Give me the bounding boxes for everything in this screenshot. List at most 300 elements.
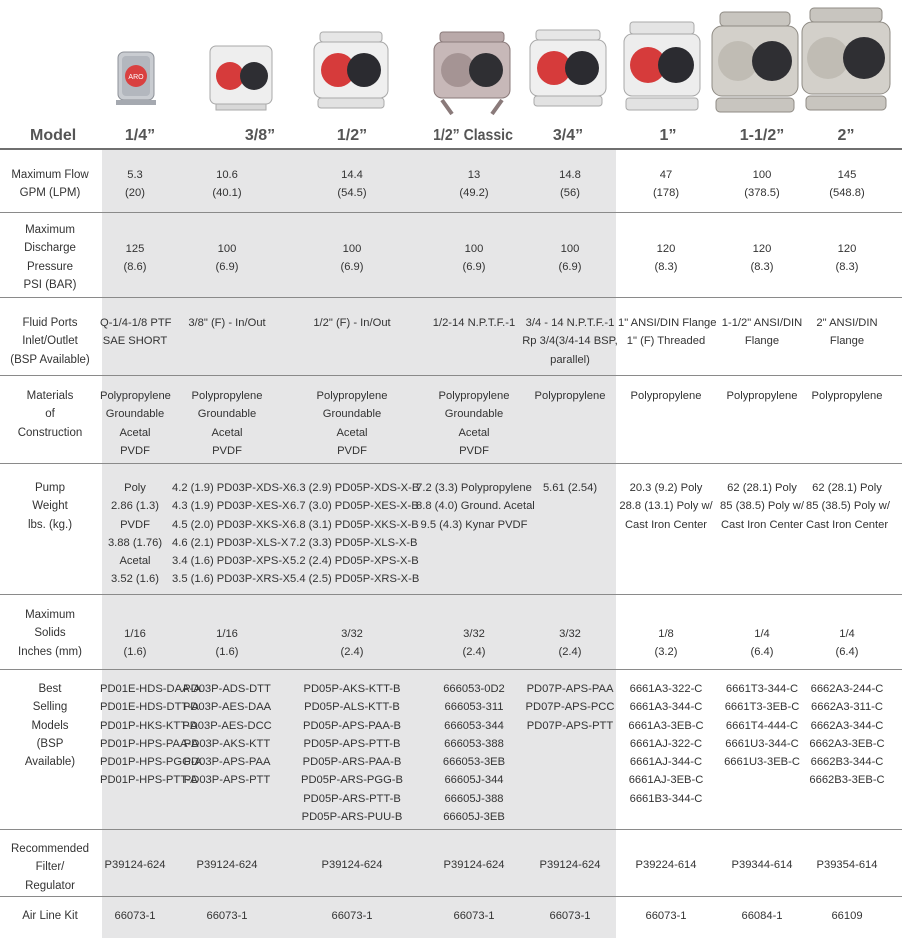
cell-models-col5	[520, 680, 620, 735]
cell-models-col3	[290, 680, 414, 826]
row-label-line: GPM (LPM)	[19, 187, 81, 200]
cell-line: (1.6)	[215, 646, 239, 659]
cell-flow-col8	[806, 166, 888, 203]
row-divider	[0, 297, 902, 298]
row-label-line: PSI (BAR)	[23, 278, 77, 291]
cell-airline-col8	[806, 907, 888, 925]
row-label-solids	[0, 606, 100, 661]
cell-line: 3.88 (1.76)	[107, 536, 163, 549]
cell-line: (2.4)	[340, 646, 364, 659]
cell-line: 8.8 (4.0) Ground. Acetal	[416, 500, 535, 513]
cell-filter-col2	[172, 856, 282, 874]
cell-line: PVDF	[459, 444, 489, 457]
cell-line: PVDF	[212, 444, 242, 457]
cell-line: 66605J-344	[444, 774, 504, 787]
svg-text:ARO: ARO	[128, 74, 144, 81]
cell-line: 7.2 (3.3) PD05P-XLS-X-B	[290, 536, 418, 549]
cell-line: Polypropylene	[191, 390, 263, 402]
column-header-1-2: 1/2”	[336, 127, 368, 144]
cell-solids-col8	[806, 625, 888, 662]
cell-line: 6.7 (3.0) PD05P-XES-X-B	[290, 500, 419, 513]
cell-line: 66073-1	[549, 910, 591, 922]
cell-models-col1	[100, 680, 202, 790]
cell-line: 666053-0D2	[443, 683, 505, 695]
cell-materials-col2	[172, 387, 282, 460]
cell-line: (8.3)	[654, 261, 678, 274]
row-label-line: (BSP Available)	[10, 353, 90, 366]
cell-line: (3.2)	[654, 646, 678, 659]
cell-line: 14.4	[341, 169, 363, 181]
pump-1-2-image	[308, 28, 394, 114]
cell-materials-col4	[416, 387, 532, 460]
cell-line: (548.8)	[829, 187, 865, 200]
cell-line: Polypropylene	[534, 390, 606, 402]
cell-line: 6662A3-311-C	[811, 701, 883, 714]
column-header-3-4: 3/4”	[552, 127, 584, 144]
cell-line: PD01P-HPS-PTT-A	[100, 774, 198, 787]
cell-line: PVDF	[120, 444, 150, 457]
cell-line: 1/2-14 N.P.T.F.-1	[432, 317, 516, 329]
row-divider	[0, 594, 902, 595]
cell-line: Acetal	[119, 426, 151, 439]
cell-line: 1/16	[124, 628, 146, 640]
cell-line: 7.2 (3.3) Polypropylene	[416, 482, 532, 494]
cell-line: 13	[467, 169, 481, 181]
cell-line: (6.4)	[750, 646, 774, 659]
row-label-line: Inches (mm)	[18, 645, 82, 658]
row-label-pressure	[0, 221, 100, 294]
cell-materials-col1	[100, 387, 170, 460]
row-divider	[0, 212, 902, 213]
cell-line: (40.1)	[212, 187, 242, 200]
cell-airline-col6	[618, 907, 714, 925]
cell-line: Cast Iron Center	[806, 518, 889, 531]
cell-line: 120	[752, 243, 772, 255]
cell-line: 1/2" (F) - In/Out	[313, 317, 391, 329]
cell-weight-col5	[520, 479, 620, 497]
column-header-2: 2”	[837, 127, 855, 144]
row-label-models	[0, 680, 100, 771]
cell-line: 120	[837, 243, 857, 255]
cell-line: PD03P-AKS-KTT	[183, 737, 271, 750]
cell-line: 1/4	[839, 628, 855, 640]
cell-line: 4.5 (2.0) PD03P-XKS-X	[172, 518, 290, 531]
cell-materials-col6	[618, 387, 714, 405]
cell-line: 6662B3-344-C	[810, 756, 884, 769]
cell-line: Groundable	[197, 408, 257, 421]
cell-airline-col1	[100, 907, 170, 925]
cell-line: 666053-3EB	[442, 756, 506, 769]
row-divider	[0, 463, 902, 464]
cell-line: PD05P-AKS-KTT-B	[303, 683, 401, 695]
cell-line: 6662A3-344-C	[810, 719, 884, 732]
cell-line: PD03P-AES-DCC	[182, 719, 272, 732]
cell-models-col2	[172, 680, 282, 790]
cell-line: 62 (28.1) Poly	[812, 482, 882, 494]
cell-line: 3/4 - 14 N.P.T.F.-1	[525, 317, 615, 329]
cell-line: Acetal	[119, 555, 151, 568]
row-label-line: Materials	[26, 390, 74, 402]
pump-1-image	[620, 18, 704, 116]
cell-line: 66084-1	[741, 910, 783, 922]
cell-line: 6.8 (3.1) PD05P-XKS-X-B	[290, 518, 419, 531]
cell-filter-col4	[416, 856, 532, 874]
row-label-line: Solids	[34, 627, 66, 640]
pump-2-image	[800, 4, 892, 116]
cell-line: (1.6)	[123, 646, 147, 659]
cell-line: 85 (38.5) Poly w/	[720, 500, 804, 513]
cell-line: Polypropylene	[438, 390, 510, 402]
cell-line: 66073-1	[206, 910, 248, 922]
cell-line: (2.4)	[462, 646, 486, 659]
cell-models-col4	[416, 680, 532, 826]
cell-line: (378.5)	[744, 187, 780, 200]
cell-ports-col2	[172, 314, 282, 332]
cell-line: Flange	[829, 335, 865, 348]
cell-line: PVDF	[337, 444, 367, 457]
cell-ports-col7	[718, 314, 806, 351]
cell-line: (8.3)	[835, 261, 859, 274]
row-label-line: (BSP	[36, 737, 64, 750]
cell-pressure-col5	[520, 240, 620, 277]
row-label-line: Available)	[24, 756, 76, 769]
cell-line: PD03P-APS-PTT	[183, 774, 271, 787]
cell-line: 66605J-388	[444, 792, 504, 805]
cell-ports-col5	[520, 314, 620, 369]
cell-flow-col5	[520, 166, 620, 203]
cell-line: (6.9)	[340, 261, 364, 274]
row-label-line: Fluid Ports	[22, 317, 78, 329]
cell-pressure-col4	[416, 240, 532, 277]
cell-airline-col2	[172, 907, 282, 925]
cell-solids-col5	[520, 625, 620, 662]
cell-line: Poly	[124, 482, 146, 494]
cell-flow-col3	[290, 166, 414, 203]
row-label-materials	[0, 387, 100, 442]
cell-line: PD07P-APS-PTT	[526, 719, 614, 732]
row-divider	[0, 896, 902, 897]
cell-line: 3/32	[463, 628, 485, 640]
cell-line: 6661A3-344-C	[629, 701, 703, 714]
cell-line: 100	[342, 243, 362, 255]
cell-line: Acetal	[336, 426, 368, 439]
cell-weight-col2	[172, 479, 291, 589]
cell-line: 6661T4-444-C	[725, 719, 799, 732]
cell-line: 14.8	[559, 169, 581, 181]
cell-line: PD07P-APS-PAA	[526, 683, 614, 695]
row-label-ports	[0, 314, 100, 369]
column-header-1-1-2: 1-1/2”	[739, 127, 785, 144]
cell-line: SAE SHORT	[102, 335, 168, 348]
cell-line: 3/8" (F) - In/Out	[188, 317, 266, 329]
row-label-line: Regulator	[25, 879, 75, 892]
cell-line: PD05P-ARS-PUU-B	[301, 811, 403, 824]
row-label-line: Construction	[17, 426, 83, 439]
cell-line: (56)	[560, 187, 580, 200]
cell-line: PVDF	[120, 518, 150, 531]
cell-weight-col3	[290, 479, 420, 589]
cell-solids-col2	[172, 625, 282, 662]
cell-line: 1/16	[216, 628, 238, 640]
cell-line: Polypropylene	[726, 390, 798, 402]
cell-line: Polypropylene	[316, 390, 388, 402]
cell-line: 4.2 (1.9) PD03P-XDS-X	[172, 482, 291, 494]
cell-line: (6.9)	[462, 261, 486, 274]
cell-line: 3.52 (1.6)	[111, 573, 159, 586]
cell-materials-col3	[290, 387, 414, 460]
cell-line: (6.4)	[835, 646, 859, 659]
cell-line: 6661T3-344-C	[725, 683, 799, 695]
cell-line: 3.5 (1.6) PD03P-XRS-X	[172, 573, 291, 586]
row-label-line: Recommended	[11, 843, 89, 855]
row-divider	[0, 669, 902, 670]
cell-line: Acetal	[211, 426, 243, 439]
cell-flow-col6	[618, 166, 714, 203]
cell-line: 6661U3-344-C	[725, 737, 799, 750]
column-header-3-8: 3/8”	[244, 127, 276, 144]
cell-line: 145	[837, 169, 857, 181]
cell-line: 10.6	[216, 169, 238, 181]
row-label-line: Best	[38, 683, 62, 695]
cell-line: 4.6 (2.1) PD03P-XLS-X	[172, 536, 289, 549]
row-divider	[0, 375, 902, 376]
row-label-line: Pressure	[26, 260, 74, 273]
cell-line: (8.6)	[123, 261, 147, 274]
cell-filter-col7	[718, 856, 806, 874]
cell-line: PD05P-APS-PTT-B	[303, 737, 401, 750]
cell-solids-col6	[618, 625, 714, 662]
cell-line: parallel)	[550, 353, 590, 366]
cell-line: 5.4 (2.5) PD05P-XRS-X-B	[290, 573, 420, 586]
cell-line: 6661AJ-3EB-C	[628, 774, 704, 787]
cell-line: P39354-614	[816, 859, 878, 871]
row-label-line: lbs. (kg.)	[27, 518, 73, 531]
cell-solids-col3	[290, 625, 414, 662]
cell-line: Groundable	[105, 408, 165, 421]
cell-line: 6.3 (2.9) PD05P-XDS-X-B	[290, 482, 420, 494]
cell-line: PD07P-APS-PCC	[525, 701, 615, 714]
pump-1-4-image	[112, 46, 160, 108]
cell-pressure-col2	[172, 240, 282, 277]
cell-flow-col1	[100, 166, 170, 203]
cell-line: 85 (38.5) Poly w/	[806, 500, 890, 513]
cell-pressure-col6	[618, 240, 714, 277]
row-label-line: Pump	[34, 482, 66, 494]
cell-line: PD05P-APS-PAA-B	[302, 719, 402, 732]
cell-flow-col7	[718, 166, 806, 203]
cell-airline-col7	[718, 907, 806, 925]
pump-1-1-2-image	[708, 8, 802, 118]
cell-line: PD03P-AES-DAA	[182, 701, 272, 714]
cell-line: 66073-1	[331, 910, 373, 922]
cell-line: (54.5)	[337, 187, 367, 200]
cell-ports-col8	[806, 314, 888, 351]
cell-weight-col6	[618, 479, 714, 534]
column-header-1-2-classic: 1/2” Classic	[433, 127, 513, 144]
cell-line: PD01P-HKS-KTT-A	[100, 719, 198, 732]
cell-line: 666053-344	[444, 719, 504, 732]
cell-line: (8.3)	[750, 261, 774, 274]
cell-line: P39124-624	[321, 859, 383, 871]
cell-filter-col3	[290, 856, 414, 874]
cell-line: PD01E-HDS-DAA-A	[100, 683, 201, 695]
cell-line: P39224-614	[635, 859, 697, 871]
cell-line: 1" ANSI/DIN Flange	[618, 317, 717, 329]
cell-line: 66605J-3EB	[443, 811, 505, 824]
cell-pressure-col7	[718, 240, 806, 277]
cell-filter-col6	[618, 856, 714, 874]
row-label-line: Weight	[32, 500, 68, 513]
cell-line: 6661U3-3EB-C	[724, 756, 800, 769]
cell-line: 6662B3-3EB-C	[809, 774, 885, 787]
cell-line: (6.9)	[215, 261, 239, 274]
cell-line: 100	[217, 243, 237, 255]
cell-line: 1/8	[658, 628, 674, 640]
cell-line: PD01P-HPS-PAA-A	[100, 737, 199, 750]
cell-models-col8	[806, 680, 888, 790]
cell-line: 100	[752, 169, 772, 181]
cell-line: 100	[464, 243, 484, 255]
cell-filter-col5	[520, 856, 620, 874]
cell-line: 2.86 (1.3)	[111, 500, 159, 513]
cell-line: (6.9)	[558, 261, 582, 274]
cell-line: 3.4 (1.6) PD03P-XPS-X	[172, 555, 290, 568]
cell-airline-col3	[290, 907, 414, 925]
cell-line: Groundable	[322, 408, 382, 421]
cell-line: Polypropylene	[100, 390, 171, 402]
cell-line: 125	[125, 243, 145, 255]
cell-line: 120	[656, 243, 676, 255]
cell-solids-col7	[718, 625, 806, 662]
cell-materials-col7	[718, 387, 806, 405]
cell-line: 5.3	[127, 169, 143, 181]
cell-pressure-col1	[100, 240, 170, 277]
cell-line: PD03P-ADS-DTT	[183, 683, 271, 695]
row-label-line: of	[45, 408, 55, 421]
cell-ports-col4	[416, 314, 532, 332]
cell-materials-col8	[806, 387, 888, 405]
cell-line: 1" (F) Threaded	[626, 335, 706, 348]
header-divider	[0, 148, 902, 150]
cell-models-col7	[718, 680, 806, 771]
cell-line: (20)	[125, 187, 145, 200]
cell-line: PD05P-ARS-PGG-B	[301, 774, 403, 787]
cell-line: Polypropylene	[811, 390, 883, 402]
cell-filter-col1	[100, 856, 170, 874]
row-divider	[0, 829, 902, 830]
cell-flow-col4	[416, 166, 532, 203]
cell-line: P39344-614	[731, 859, 793, 871]
row-label-line: Maximum	[25, 224, 75, 236]
cell-line: 6661T3-3EB-C	[724, 701, 800, 714]
pump-3-8-image	[204, 38, 278, 114]
cell-line: PD05P-ALS-KTT-B	[304, 701, 400, 714]
cell-line: PD05P-ARS-PAA-B	[302, 756, 402, 769]
cell-line: Rp 3/4(3/4-14 BSP,	[522, 335, 618, 348]
cell-line: 6661AJ-322-C	[629, 737, 703, 750]
cell-line: (49.2)	[459, 187, 489, 200]
column-header-1: 1”	[659, 127, 677, 144]
cell-line: P39124-624	[443, 859, 505, 871]
pump-1-2-classic-image	[428, 28, 516, 116]
cell-line: 62 (28.1) Poly	[727, 482, 797, 494]
cell-airline-col5	[520, 907, 620, 925]
cell-line: 66073-1	[453, 910, 495, 922]
row-label-flow	[0, 166, 100, 203]
cell-line: Flange	[744, 335, 780, 348]
cell-materials-col5	[520, 387, 620, 405]
cell-line: 6661A3-322-C	[629, 683, 703, 695]
row-label-line: Discharge	[24, 242, 76, 255]
cell-line: PD03P-APS-PAA	[183, 756, 271, 769]
cell-line: 6661B3-344-C	[629, 792, 703, 805]
cell-line: PD05P-ARS-PTT-B	[303, 792, 401, 805]
cell-weight-col8	[806, 479, 888, 534]
cell-models-col6	[618, 680, 714, 808]
column-header-1-4: 1/4”	[124, 127, 156, 144]
cell-line: 6661A3-3EB-C	[628, 719, 704, 732]
pump-3-4-image	[524, 26, 612, 114]
cell-line: P39124-624	[539, 859, 601, 871]
cell-line: Cast Iron Center	[720, 518, 804, 531]
cell-line: Groundable	[444, 408, 504, 421]
cell-line: 5.2 (2.4) PD05P-XPS-X-B	[290, 555, 419, 568]
cell-line: 3/32	[341, 628, 363, 640]
row-label-line: Inlet/Outlet	[22, 335, 78, 348]
cell-line: 100	[560, 243, 580, 255]
cell-line: PD01P-HPS-PGG-A	[100, 756, 202, 769]
cell-line: 666053-388	[444, 737, 504, 750]
cell-line: 5.61 (2.54)	[542, 482, 598, 494]
row-label-line: Maximum Flow	[11, 169, 89, 181]
cell-weight-col7	[718, 479, 806, 534]
cell-ports-col3	[290, 314, 414, 332]
cell-line: Acetal	[458, 426, 490, 439]
row-label-line: Selling	[32, 701, 68, 714]
row-label-airline	[0, 907, 100, 925]
row-label-line: Models	[31, 719, 69, 732]
model-header: Model	[30, 127, 77, 144]
cell-line: 28.8 (13.1) Poly w/	[619, 500, 713, 513]
cell-pressure-col3	[290, 240, 414, 277]
cell-line: 666053-311	[444, 701, 504, 714]
cell-solids-col1	[100, 625, 170, 662]
cell-line: 6662A3-3EB-C	[809, 737, 885, 750]
cell-line: 9.5 (4.3) Kynar PVDF	[420, 518, 528, 531]
cell-weight-col1	[100, 479, 170, 589]
cell-line: (2.4)	[558, 646, 582, 659]
row-label-line: Maximum	[25, 609, 75, 621]
cell-line: P39124-624	[104, 859, 166, 871]
cell-line: 6662A3-244-C	[810, 683, 884, 695]
cell-line: 47	[659, 169, 673, 181]
cell-line: 2" ANSI/DIN	[816, 317, 878, 329]
cell-line: (178)	[652, 187, 680, 200]
row-label-line: Filter/	[35, 861, 65, 874]
cell-weight-col4	[416, 479, 535, 534]
cell-filter-col8	[806, 856, 888, 874]
cell-line: PD01E-HDS-DTT-A	[100, 701, 199, 714]
cell-line: P39124-624	[196, 859, 258, 871]
row-label-line: Air Line Kit	[22, 910, 78, 922]
cell-solids-col4	[416, 625, 532, 662]
cell-line: 3/32	[559, 628, 581, 640]
cell-line: 6661AJ-344-C	[629, 756, 703, 769]
cell-line: 66073-1	[645, 910, 687, 922]
cell-pressure-col8	[806, 240, 888, 277]
cell-ports-col1	[100, 314, 170, 351]
cell-ports-col6	[618, 314, 717, 351]
